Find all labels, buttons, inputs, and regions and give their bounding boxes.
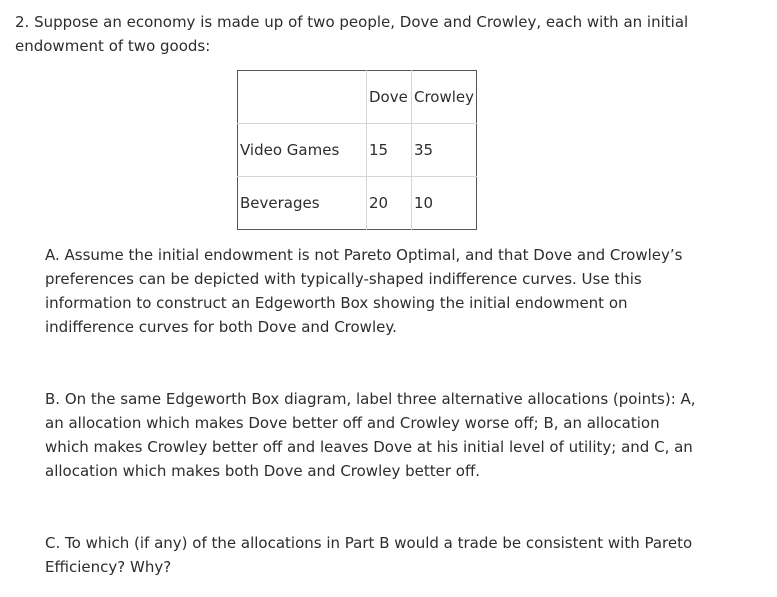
cell-beverages-crowley: 10 [412,177,477,230]
cell-beverages-dove: 20 [367,177,412,230]
header-dove: Dove [367,71,412,124]
table-row [238,177,477,230]
part-a-text: A. Assume the initial endowment is not Pareto Optimal, and that Dove and Crowley’s preferences can be depicted with typically-shaped indifference curves. Use this information to construct an Edgeworth Box showing the initial endowment on indifference curves for both Dove and Crowley. [45,246,683,336]
cell-video-games-crowley: 35 [412,124,477,177]
header-crowley: Crowley [412,71,477,124]
part-c-text: C. To which (if any) of the allocations in Part B would a trade be consistent with Pareto Efficiency? Why? [45,534,693,576]
table-row [238,124,477,177]
table-header-row [238,71,477,124]
row-label-beverages: Beverages [238,177,367,230]
table-corner-cell [238,71,367,124]
question-intro: 2. Suppose an economy is made up of two people, Dove and Crowley, each with an initial endowment of two goods: [15,13,689,55]
endowment-table [237,70,477,230]
row-label-video-games: Video Games [238,124,367,177]
part-b-text: B. On the same Edgeworth Box diagram, label three alternative allocations (points): A, an allocation which makes Dove better off and Crowley worse off; B, an allocation which makes Crowley better off and leaves Dove at his initial level of utility; and C, an allocation which makes both Dove and Crowley better off. [45,390,696,480]
cell-video-games-dove: 15 [367,124,412,177]
